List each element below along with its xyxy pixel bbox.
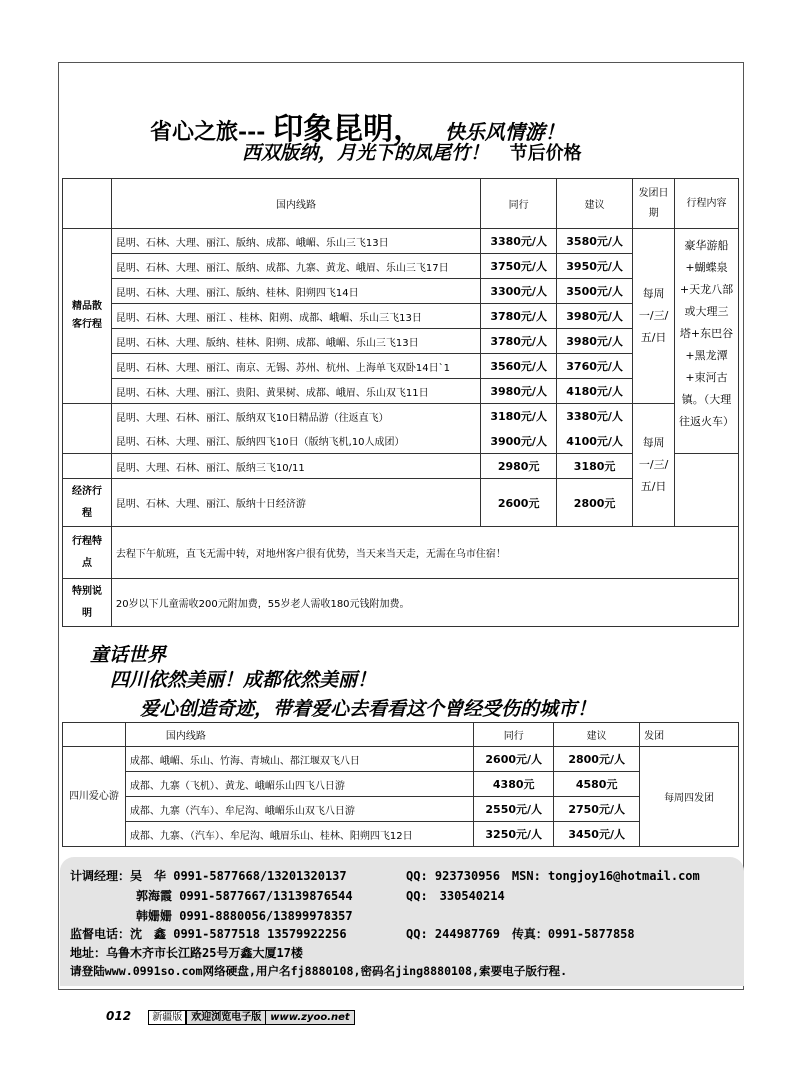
- peer-price: 2600元: [481, 479, 557, 527]
- features-text: 去程下午航班，直飞无需中转，对地州客户很有优势，当天来当天走，无需在乌市住宿！: [111, 527, 738, 579]
- route-cell: 昆明、石林、大理、丽江、版纳、成都、峨嵋、乐山三飞13日: [111, 229, 480, 254]
- table-row-notes: [63, 579, 739, 627]
- headline-part3: 快乐风情游！: [444, 120, 565, 144]
- subheadline: [242, 138, 582, 165]
- footer-url[interactable]: www.zyoo.net: [266, 1010, 354, 1025]
- group-label-economy: 经济行程: [63, 479, 112, 527]
- suggest-price: 3980元/人: [557, 329, 633, 354]
- depart-days-1: 每周一/三/五/日: [633, 229, 675, 404]
- route-cell: 昆明、大理、石林、丽江、版纳双飞10日精品游（往返直飞）: [111, 404, 480, 429]
- notes-label: 特别说明: [63, 579, 112, 627]
- peer-price: 3560元/人: [481, 354, 557, 379]
- itinerary-content: 豪华游船+蝴蝶泉+天龙八部或大理三塔+东巴谷+黑龙潭+束河古镇。（大理往返火车）: [675, 229, 739, 454]
- depart-weekly: 每周四发团: [640, 747, 739, 847]
- suggest-price: 3760元/人: [557, 354, 633, 379]
- table-row: [63, 747, 739, 772]
- route-cell: 成都、九寨、（汽车）、牟尼沟、峨眉乐山、桂林、阳朔四飞12日: [125, 822, 473, 847]
- contact-line-3: 韩姗姗 0991-8880056/13899978357: [136, 909, 353, 923]
- peer-price: 3380元/人: [481, 229, 557, 254]
- route-cell: 昆明、石林、大理、丽江 、桂林、阳朔、成都、峨嵋、乐山三飞13日: [111, 304, 480, 329]
- table-row: [63, 404, 739, 429]
- section-title-3: 爱心创造奇迹，带着爱心去看看这个曾经受伤的城市！: [140, 698, 597, 720]
- website-line: 请登陆www.0991so.com网络硬盘,用户名fj8880108,密码名jing8880108,索要电子版行程.: [70, 964, 568, 978]
- suggest-price: 3180元: [557, 454, 633, 479]
- headline-part1: 省心之旅---: [150, 119, 266, 145]
- route-cell: 昆明、石林、大理、丽江、南京、无锡、苏州、杭州、上海单飞双卧14日`1: [111, 354, 480, 379]
- route-cell: 昆明、石林、大理、丽江、贵阳、黄果树、成都、峨眉、乐山双飞11日: [111, 379, 480, 404]
- col-route: 国内线路: [125, 723, 473, 747]
- col-suggest: 建议: [554, 723, 640, 747]
- peer-price: 3300元/人: [481, 279, 557, 304]
- group-label-sichuan: 四川爱心游: [63, 747, 126, 847]
- peer-price: 3980元/人: [481, 379, 557, 404]
- col-route: 国内线路: [111, 179, 480, 229]
- contact-line-2b: QQ: 330540214: [406, 889, 505, 903]
- col-suggest: 建议: [557, 179, 633, 229]
- peer-price: 3780元/人: [481, 329, 557, 354]
- tour-table-yunnan: [62, 178, 739, 627]
- suggest-price: 4100元/人: [557, 429, 633, 454]
- subheadline-text: 西双版纳，月光下的凤尾竹！: [242, 142, 490, 164]
- peer-price: 3180元/人: [481, 404, 557, 429]
- address-line: 地址：乌鲁木齐市长江路25号万鑫大厦17楼: [70, 946, 303, 960]
- section-title-1: 童话世界: [90, 644, 167, 666]
- peer-price: 3900元/人: [481, 429, 557, 454]
- table-row: [63, 772, 739, 797]
- table-row: [63, 229, 739, 254]
- table-row: [63, 822, 739, 847]
- suggest-price: 3500元/人: [557, 279, 633, 304]
- suggest-price: 3380元/人: [557, 404, 633, 429]
- suggest-price: 2800元/人: [554, 747, 640, 772]
- contact-line-4: 监督电话：沈 鑫 0991-5877518 13579922256: [70, 927, 347, 941]
- depart-days-2: 每周一/三/五/日: [633, 404, 675, 527]
- col-depart: 发团: [640, 723, 739, 747]
- peer-price: 2550元/人: [474, 797, 554, 822]
- peer-price: 2600元/人: [474, 747, 554, 772]
- suggest-price: 3450元/人: [554, 822, 640, 847]
- suggest-price: 3580元/人: [557, 229, 633, 254]
- group-blank-2: [63, 454, 112, 479]
- tour-table-sichuan: [62, 722, 739, 847]
- route-cell: 昆明、大理、石林、丽江、版纳三飞10/11: [111, 454, 480, 479]
- table-row: [63, 797, 739, 822]
- suggest-price: 3980元/人: [557, 304, 633, 329]
- features-label: 行程特点: [63, 527, 112, 579]
- suggest-price: 4580元: [554, 772, 640, 797]
- content-blank: [675, 454, 739, 527]
- header-blank: [63, 723, 126, 747]
- table-header-row: [63, 179, 739, 229]
- route-cell: 昆明、石林、大理、版纳、桂林、阳朔、成都、峨嵋、乐山三飞13日: [111, 329, 480, 354]
- contact-line-2: 郭海霞 0991-5877667/13139876544: [136, 889, 353, 903]
- group-blank: [63, 404, 112, 454]
- suggest-price: 2750元/人: [554, 797, 640, 822]
- route-cell: 成都、峨嵋、乐山、竹海、青城山、都江堰双飞八日: [125, 747, 473, 772]
- notes-text: 20岁以下儿童需收200元附加费，55岁老人需收180元钱附加费。: [111, 579, 738, 627]
- peer-price: 3780元/人: [481, 304, 557, 329]
- peer-price: 3750元/人: [481, 254, 557, 279]
- table-row-features: [63, 527, 739, 579]
- contact-line-1: 计调经理：吴 华 0991-5877668/13201320137: [70, 869, 347, 883]
- footer-text: 欢迎浏览电子版: [186, 1010, 266, 1025]
- contact-line-4b: QQ: 244987769 传真：0991-5877858: [406, 927, 635, 941]
- peer-price: 4380元: [474, 772, 554, 797]
- route-cell: 成都、九寨（汽车）、牟尼沟、峨嵋乐山双飞八日游: [125, 797, 473, 822]
- edition-tag: 新疆版: [148, 1010, 186, 1025]
- suggest-price: 4180元/人: [557, 379, 633, 404]
- price-note: 节后价格: [509, 143, 582, 164]
- headline-part2: 印象昆明，: [273, 112, 424, 147]
- contact-panel: [60, 857, 744, 986]
- suggest-price: 3950元/人: [557, 254, 633, 279]
- route-cell: 昆明、石林、大理、丽江、版纳、桂林、阳朔四飞14日: [111, 279, 480, 304]
- route-cell: 昆明、石林、大理、丽江、版纳四飞10日（版纳飞机,10人成团）: [111, 429, 480, 454]
- peer-price: 3250元/人: [474, 822, 554, 847]
- route-cell: 成都、九寨（飞机）、黄龙、峨嵋乐山四飞八日游: [125, 772, 473, 797]
- suggest-price: 2800元: [557, 479, 633, 527]
- col-peer: 同行: [474, 723, 554, 747]
- table-header-row: [63, 723, 739, 747]
- col-depart: 发团日期: [633, 179, 675, 229]
- page-number: 012: [106, 1009, 132, 1023]
- header-blank: [63, 179, 112, 229]
- peer-price: 2980元: [481, 454, 557, 479]
- col-peer: 同行: [481, 179, 557, 229]
- group-label-premium: 精品散客行程: [63, 229, 112, 404]
- route-cell: 昆明、石林、大理、丽江、版纳十日经济游: [111, 479, 480, 527]
- col-content: 行程内容: [675, 179, 739, 229]
- route-cell: 昆明、石林、大理、丽江、版纳、成都、九寨、黄龙、峨眉、乐山三飞17日: [111, 254, 480, 279]
- contact-line-1b: QQ: 923730956 MSN: tongjoy16@hotmail.com: [406, 869, 700, 883]
- section-title-2: 四川依然美丽！成都依然美丽！: [110, 669, 377, 691]
- page-footer: [106, 1008, 355, 1024]
